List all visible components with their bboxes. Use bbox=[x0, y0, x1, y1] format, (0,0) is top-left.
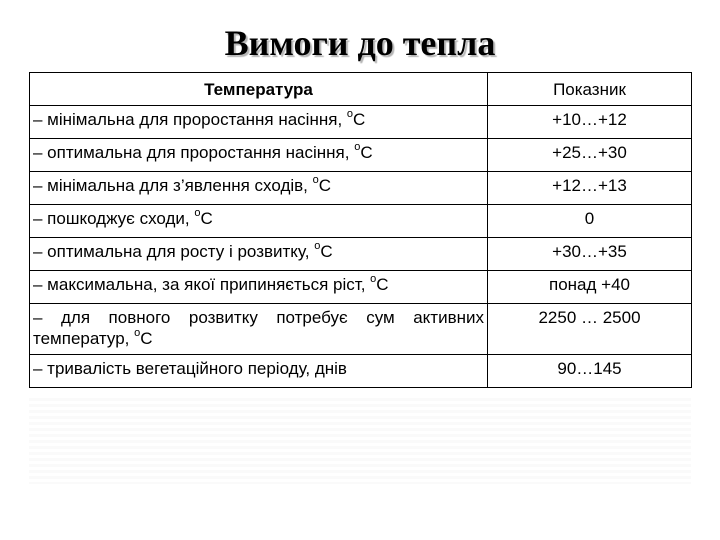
row-value: понад +40 bbox=[488, 271, 692, 304]
row-value: 0 bbox=[488, 205, 692, 238]
temperature-requirements-table bbox=[29, 72, 692, 388]
header-indicator: Показник bbox=[488, 73, 692, 106]
row-param: – мінімальна для проростання насіння, $^о$С bbox=[30, 106, 488, 139]
row-param: – оптимальна для проростання насіння, $^о$С bbox=[30, 139, 488, 172]
row-param: – максимальна, за якої припиняється ріст, $^о$С bbox=[30, 271, 488, 304]
table-row bbox=[30, 172, 692, 205]
table-row bbox=[30, 139, 692, 172]
header-temperature: Температура bbox=[30, 73, 488, 106]
table-row bbox=[30, 205, 692, 238]
table-row bbox=[30, 271, 692, 304]
row-param: – тривалість вегетаційного періоду, днів bbox=[30, 355, 488, 388]
row-value: 90…145 bbox=[488, 355, 692, 388]
row-value: +12…+13 bbox=[488, 172, 692, 205]
table-row bbox=[30, 106, 692, 139]
row-param: – для повного розвитку потребує сум активних температур, $^о$С bbox=[30, 304, 488, 355]
table-header-row bbox=[30, 73, 692, 106]
faded-background-band bbox=[29, 398, 691, 484]
row-value: +25…+30 bbox=[488, 139, 692, 172]
row-value: 2250 … 2500 bbox=[488, 304, 692, 355]
page-title: Вимоги до тепла bbox=[224, 23, 496, 63]
row-value: +10…+12 bbox=[488, 106, 692, 139]
row-value: +30…+35 bbox=[488, 238, 692, 271]
row-param: – пошкоджує сходи, $^о$С bbox=[30, 205, 488, 238]
row-param: – мінімальна для з’явлення сходів, $^о$С bbox=[30, 172, 488, 205]
table-row bbox=[30, 355, 692, 388]
table-row bbox=[30, 304, 692, 355]
row-param: – оптимальна для росту і розвитку, $^о$С bbox=[30, 238, 488, 271]
table-row bbox=[30, 238, 692, 271]
